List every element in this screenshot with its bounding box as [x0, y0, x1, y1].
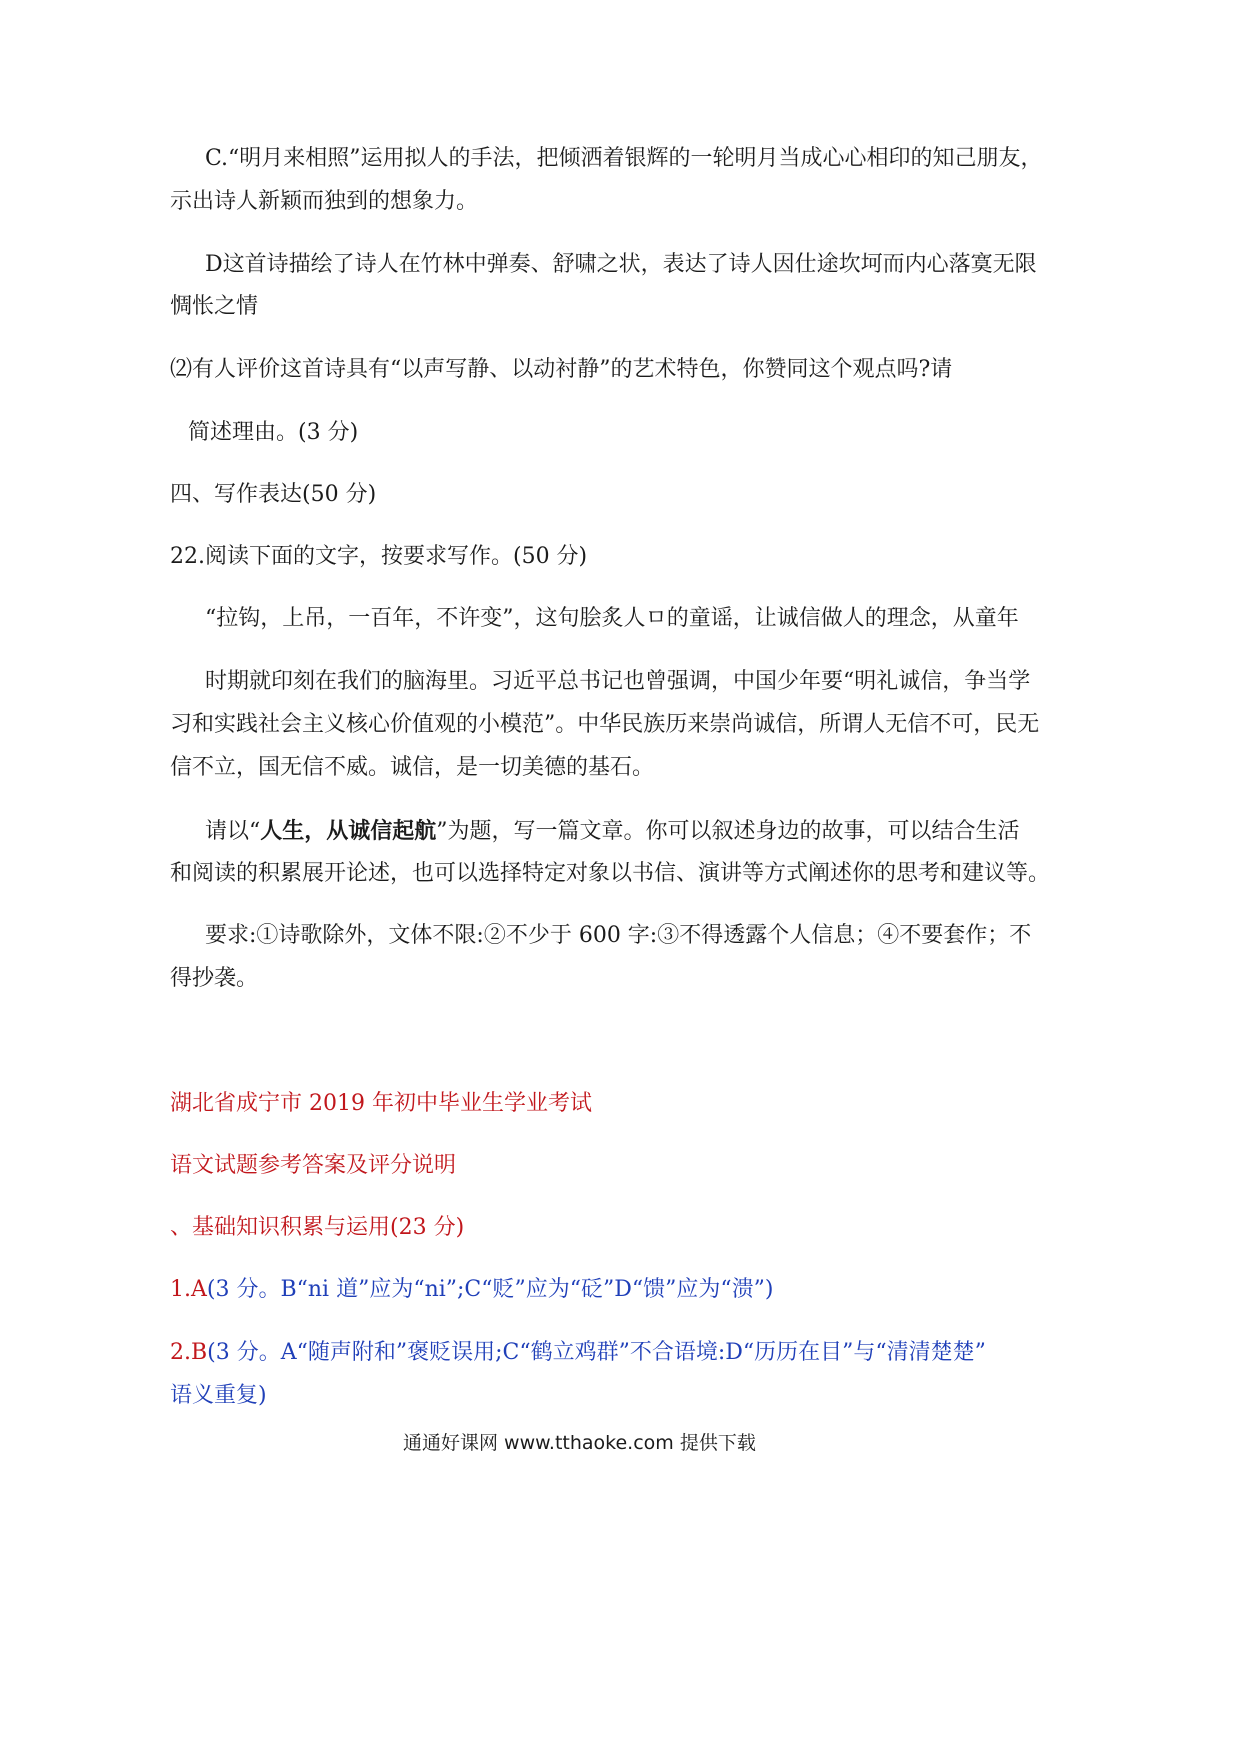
task-line-2: 和阅读的积累展开论述，也可以选择特定对象以书信、演讲等方式阐述你的思考和建议等。: [170, 861, 1051, 886]
task-suffix: ”为题，写一篇文章。你可以叙述身边的故事，可以结合生活: [436, 819, 1020, 844]
answer-2: [170, 1342, 986, 1364]
option-c-line-2: 示出诗人新颖而独到的想象力。: [170, 189, 479, 214]
prompt-line-2: 时期就印刻在我们的脑海里。习近平总书记也曾强调，中国少年要“明礼诚信，争当学: [205, 669, 1031, 694]
answer-2-continuation: 语义重复): [170, 1383, 267, 1408]
prompt-line-3: 习和实践社会主义核心价值观的小模范”。中华民族历来崇尚诚信，所谓人无信不可，民无: [170, 712, 1040, 737]
answer-1-explanation: (3 分。B“ni 道”应为“ni”;C“贬”应为“砭”D“馈”应为“溃”): [206, 1277, 774, 1302]
question-2-line-1: ⑵有人评价这首诗具有“以声写静、以动衬静”的艺术特色，你赞同这个观点吗?请: [170, 357, 953, 382]
essay-title: 人生，从诚信起航: [260, 818, 437, 844]
requirements-line-1: 要求:①诗歌除外，文体不限:②不少于 600 字:③不得透露个人信息；④不要套作；不: [205, 923, 1032, 948]
answer-1-number: 1.A: [170, 1277, 207, 1302]
option-d-line-1: D这首诗描绘了诗人在竹林中弹奏、舒啸之状，表达了诗人因仕途坎坷而内心落寞无限: [205, 252, 1037, 277]
question-22-heading: 22.阅读下面的文字，按要求写作。(50 分): [170, 544, 588, 569]
prompt-line-4: 信不立，国无信不威。诚信，是一切美德的基石。: [170, 755, 655, 780]
option-d-line-2: 惆怅之情: [170, 294, 259, 319]
task-prefix: 请以“: [205, 819, 261, 844]
question-2-line-2: 简述理由。(3 分): [188, 420, 359, 445]
option-c-line-1: C.“明月来相照”运用拟人的手法，把倾洒着银辉的一轮明月当成心心相印的知己朋友，: [205, 146, 1043, 171]
answer-section-heading: 、基础知识积累与运用(23 分): [170, 1215, 465, 1240]
section-four-heading: 四、写作表达(50 分): [170, 482, 377, 507]
answer-1: [170, 1279, 773, 1301]
answer-doc-title: 语文试题参考答案及评分说明: [170, 1153, 457, 1178]
page-footer: 通通好课网 www.tthaoke.com 提供下载: [403, 1432, 756, 1454]
answer-exam-title: 湖北省成宁市 2019 年初中毕业生学业考试: [170, 1091, 592, 1116]
answer-2-explanation: (3 分。A“随声附和”褒贬误用;C“鹤立鸡群”不合语境:D“历历在目”与“清清楚楚”: [207, 1340, 986, 1365]
prompt-line-1: “拉钩，上吊，一百年，不许变”，这句脍炙人ㅁ的童谣，让诚信做人的理念，从童年: [205, 606, 1019, 631]
requirements-line-2: 得抄袭。: [170, 966, 259, 991]
task-line-1: [205, 820, 1020, 843]
answer-2-number: 2.B: [170, 1340, 208, 1365]
